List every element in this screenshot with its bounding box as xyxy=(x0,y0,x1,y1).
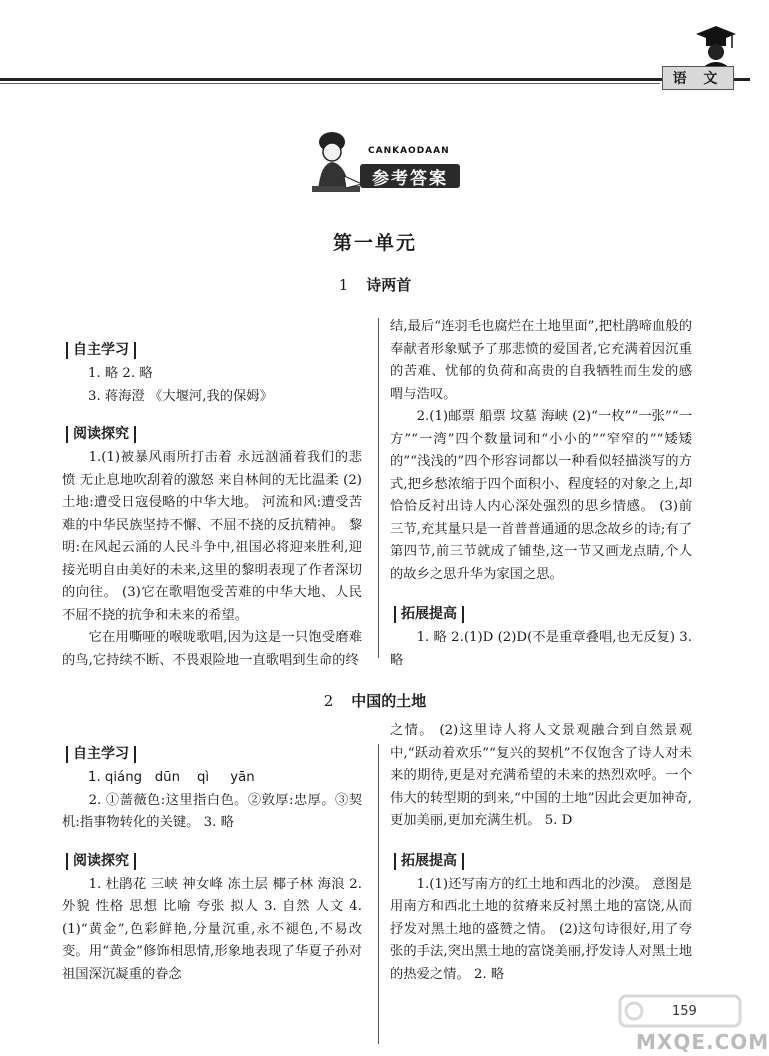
section-tag-self-study: 自主学习 xyxy=(66,746,136,763)
watermark-text: MXQE.COM xyxy=(636,1030,769,1054)
column-divider xyxy=(378,318,379,658)
reading-paragraph: 1.(1)被暴风雨所打击着 永远汹涌着我们的悲愤 无止息地吹刮着的激怒 来自林间的无比温柔 (2)土地:遭受日寇侵略的中华大地。 河流和风:遭受苦难的中华民族坚持不懈、不屈不挠的反抗精神。 黎明:在风起云涌的人民斗争中,祖国必将迎来胜利,迎接光明自由美好的未来,这里的黎明表现了作者深切的向往。 (3)它在歌唱饱受苦难的中华大地、人民不屈不挠的抗争和未来的希望。 xyxy=(62,450,362,623)
column-divider xyxy=(378,744,379,1044)
answer-paragraph: 2.(1)邮票 船票 坟墓 海峡 (2)“一枚”“一张”“一方”“一湾”四个数量词和“小小的”“窄窄的”“矮矮的”“浅浅的”四个形容词都以一种看似轻描淡写的方式,把乡愁浓缩于四个面积小、程度轻的对象之上,却恰恰反衬出诗人内心深处强烈的思乡情感。 (3)前三节,充其量只是一首普普通通的思念故乡的诗;有了第四节,前三节就成了铺垫,这一节又画龙点睛,个人的故乡之思升华为家国之思。 xyxy=(390,409,692,582)
page-number: 159 xyxy=(672,1004,697,1019)
logo-badge: 参考答案 xyxy=(360,164,460,188)
self-study-line: 3. 蒋海澄 《大堰河,我的保姆》 xyxy=(88,388,273,404)
lesson-1-left-column xyxy=(62,340,362,672)
section-tag-extend: 拓展提高 xyxy=(394,606,464,623)
lesson-1-title xyxy=(0,274,750,295)
section-tag-extend: 拓展提高 xyxy=(394,853,464,870)
logo-english: CANKAODAAN xyxy=(368,146,450,156)
section-tag-reading: 阅读探究 xyxy=(66,426,136,443)
pinyin-line: 1. qiáng dūn qì yān xyxy=(88,770,255,785)
lesson-1-name: 诗两首 xyxy=(366,276,412,294)
subject-tab: 语 文 xyxy=(662,66,734,90)
section-tag-self-study: 自主学习 xyxy=(66,342,136,359)
reading-paragraph: 它在用嘶哑的喉咙歌唱,因为这是一只饱受磨难的鸟,它持续不断、不畏艰险地一直歌唱到生命的终 xyxy=(62,630,362,668)
section-tag-reading: 阅读探究 xyxy=(66,853,136,870)
header-rule-thin xyxy=(0,83,660,84)
graduate-icon xyxy=(688,20,738,70)
lesson-1-number: 1 xyxy=(338,276,349,294)
extend-paragraph: 1.(1)还写南方的红土地和西北的沙漠。 意图是用南方和西北土地的贫瘠来反衬黑土地的富饶,从而抒发对黑土地的盛赞之情。 (2)这句诗很好,用了夸张的手法,突出黑土地的富饶美丽,抒发诗人对黑土地的热爱之情。 2. 略 xyxy=(390,876,692,982)
header-rule xyxy=(0,78,750,81)
extend-paragraph: 1. 略 2.(1)D (2)D(不是重章叠唱,也无反复) 3. 略 xyxy=(390,630,692,668)
lesson-2-title xyxy=(0,690,750,711)
lesson-2-right-column xyxy=(390,720,692,986)
lesson-2-left-column xyxy=(62,744,362,986)
unit-title: 第一单元 xyxy=(332,232,417,254)
answer-paragraph: 结,最后“连羽毛也腐烂在土地里面”,把杜鹃啼血般的奉献者形象赋予了那悲愤的爱国者,它充满着因沉重的苦难、忧郁的负荷和高贵的自我牺牲而生发的感喟与浩叹。 xyxy=(390,319,692,402)
lesson-2-number: 2 xyxy=(323,692,334,710)
answer-paragraph: 之情。 (2)这里诗人将人文景观融合到自然景观中,“跃动着欢乐”“复兴的契机”不仅饱含了诗人对未来的期待,更是对充满希望的未来的热烈欢呼。一个伟大的转型期的到来,“中国的土地”因此会更加神奇,更加美丽,更加充满生机。 5. D xyxy=(390,723,692,828)
lesson-2-name: 中国的土地 xyxy=(351,692,427,710)
self-study-line: 2. ①蔷薇色:这里指白色。②敦厚:忠厚。③契机:指事物转化的关键。 3. 略 xyxy=(62,792,362,830)
self-study-line: 1. 略 2. 略 xyxy=(88,366,153,381)
lesson-1-right-column xyxy=(390,316,692,672)
reading-paragraph: 1. 杜鹃花 三峡 神女峰 冻土层 椰子林 海浪 2. 外貌 性格 思想 比喻 夸张 拟人 3. 自然 人文 4.(1)“黄金”,色彩鲜艳,分量沉重,永不褪色,不易改变。用“黄金”修饰相思情,形象地表现了华夏子孙对祖国深沉凝重的眷念 xyxy=(62,876,362,982)
